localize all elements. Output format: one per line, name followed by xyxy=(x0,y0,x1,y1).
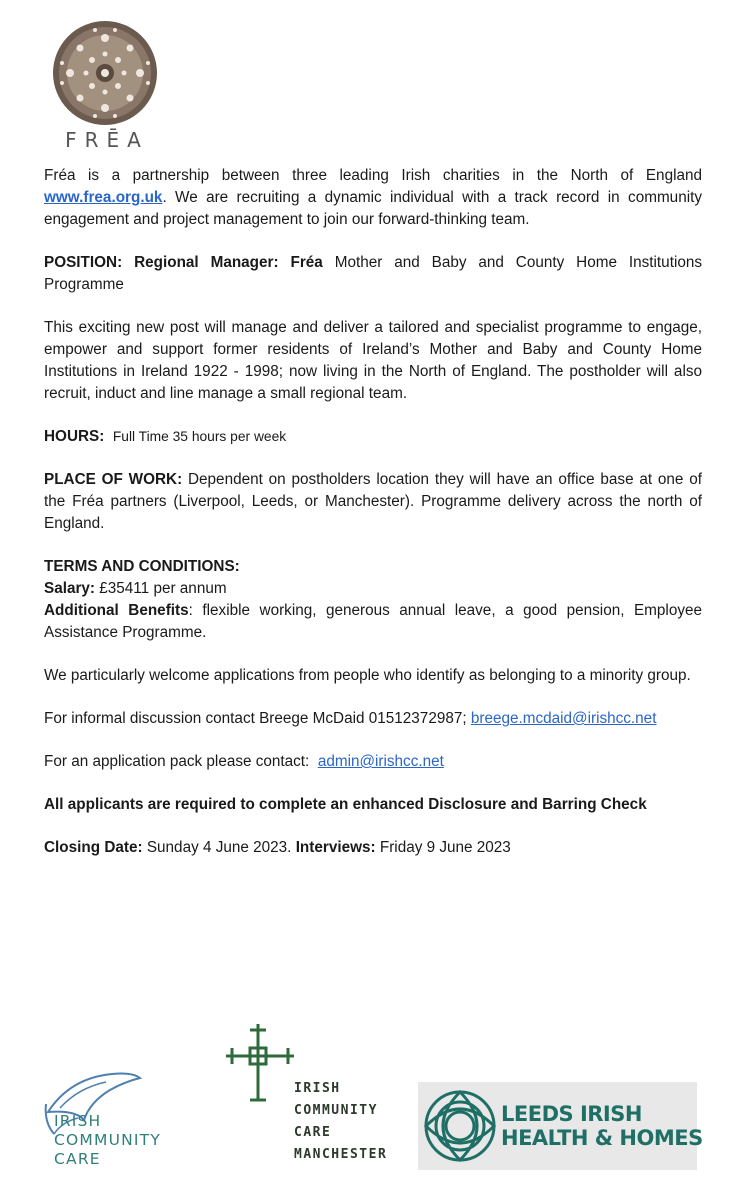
closing-date-label: Closing Date: xyxy=(44,839,143,856)
benefits-line xyxy=(44,600,702,644)
intro-paragraph xyxy=(44,165,702,231)
position-text: Mother and Baby and County Home Institutions Programme xyxy=(44,254,702,293)
salary-label: Salary: xyxy=(44,580,96,597)
iccm-word-3: CARE xyxy=(294,1125,332,1140)
description-paragraph: This exciting new post will manage and deliver a tailored and specialist programme to engage, empower and support former residents of Ireland’s Mother and Baby and County Home Institutions in Ireland 1922 - 1998; now living in the North of England. The postholder will also recruit, induct and line manage a small regional team. xyxy=(44,319,702,402)
intro-text-end: . We are recruiting a dynamic individual with a track record in community engagement and project management to join our forward-thinking team. xyxy=(44,189,702,228)
terms-heading-text: TERMS AND CONDITIONS: xyxy=(44,558,240,575)
salary-line xyxy=(44,578,702,600)
lihh-line-2: HEALTH & HOMES xyxy=(501,1126,703,1150)
informal-contact-line xyxy=(44,708,702,730)
icc-word-3: CARE xyxy=(54,1150,101,1168)
interviews-value: Friday 9 June 2023 xyxy=(375,839,511,856)
icc-word-2: COMMUNITY xyxy=(54,1131,162,1149)
job-advert xyxy=(44,165,702,859)
closing-date-value: Sunday 4 June 2023. xyxy=(142,839,296,856)
icc-word-1: IRISH xyxy=(54,1112,102,1130)
dates-line xyxy=(44,837,702,859)
application-pack-text: For an application pack please contact: xyxy=(44,753,318,770)
benefits-label: Additional Benefits xyxy=(44,602,189,619)
place-of-work-paragraph xyxy=(44,469,702,535)
salary-value: £35411 per annum xyxy=(95,580,227,597)
welcome-paragraph: We particularly welcome applications from people who identify as belonging to a minority group. xyxy=(44,667,691,684)
informal-contact-text: For informal discussion contact Breege McDaid 01512372987; xyxy=(44,710,471,727)
frea-logo-word: FRĒA xyxy=(65,128,149,152)
iccm-word-4: MANCHESTER xyxy=(294,1147,388,1162)
admin-email-link[interactable]: admin@irishcc.net xyxy=(317,753,444,770)
hours-value: Full Time 35 hours per week xyxy=(112,429,287,444)
position-paragraph xyxy=(44,252,702,296)
breege-email-link[interactable]: breege.mcdaid@irishcc.net xyxy=(470,710,657,727)
lihh-wordmark xyxy=(501,1102,703,1150)
terms-heading xyxy=(44,556,702,578)
iccm-word-2: COMMUNITY xyxy=(294,1103,378,1118)
lihh-line-1: LEEDS IRISH xyxy=(501,1102,642,1126)
hours-label: HOURS: xyxy=(44,428,105,445)
iccm-word-1: IRISH xyxy=(294,1081,341,1096)
disclosure-text: All applicants are required to complete an enhanced Disclosure and Barring Check xyxy=(44,796,647,813)
hours-paragraph xyxy=(44,426,702,448)
frea-website-link[interactable]: www.frea.org.uk xyxy=(44,189,163,206)
benefits-value: : flexible working, generous annual leave, a good pension, Employee Assistance Programme. xyxy=(44,602,702,641)
position-label: POSITION: Regional Manager: Fréa xyxy=(44,254,323,271)
iccm-wordmark xyxy=(294,1078,387,1166)
intro-text: Fréa is a partnership between three leading Irish charities in the North of England xyxy=(44,167,702,184)
disclosure-line xyxy=(44,794,702,816)
place-of-work-text: Dependent on postholders location they will have an office base at one of the Fréa partners (Liverpool, Leeds, or Manchester). Programme delivery across the north of England. xyxy=(44,471,702,532)
application-pack-line xyxy=(44,751,702,773)
icc-wordmark xyxy=(54,1112,161,1169)
interviews-label: Interviews: xyxy=(295,839,376,856)
place-of-work-label: PLACE OF WORK: xyxy=(44,471,183,488)
